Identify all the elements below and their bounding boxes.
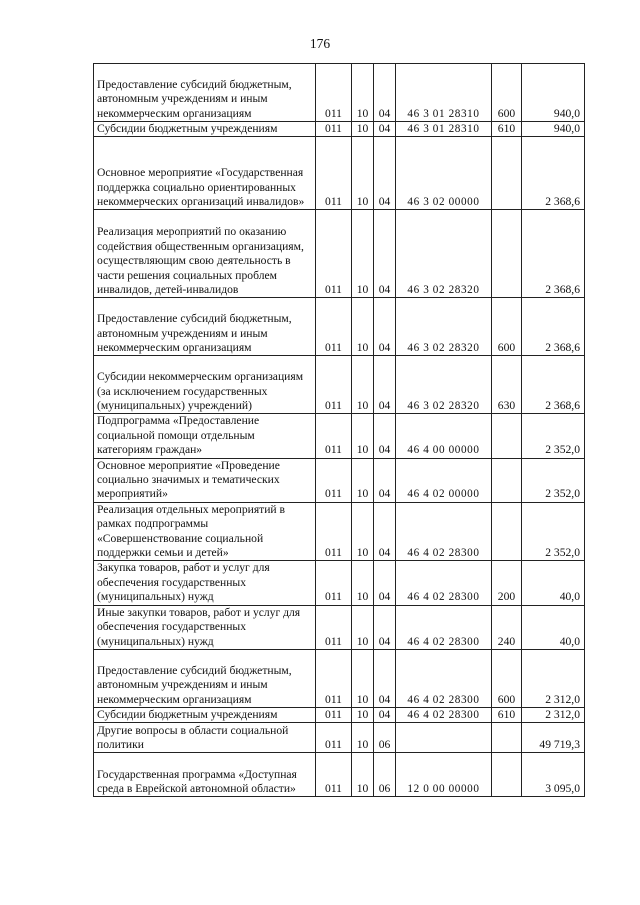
- expense-type-code: 600: [492, 649, 522, 707]
- amount: 2 368,6: [522, 137, 585, 210]
- target-article-code: 46 3 02 28320: [396, 298, 492, 356]
- subsection-code: 06: [374, 723, 396, 753]
- expense-type-code: [492, 502, 522, 561]
- section-code: 10: [352, 356, 374, 414]
- row-name: Субсидии некоммерческим организациям (за исключением государственных (муниципальных) учреждений): [94, 356, 316, 414]
- table-row: [94, 649, 585, 707]
- expense-type-code: 630: [492, 356, 522, 414]
- amount: 2 312,0: [522, 707, 585, 722]
- table-row: [94, 458, 585, 502]
- subsection-code: 04: [374, 356, 396, 414]
- section-code: 10: [352, 137, 374, 210]
- expense-type-code: 240: [492, 605, 522, 649]
- target-article-code: 46 4 02 28300: [396, 707, 492, 722]
- table-row: [94, 561, 585, 605]
- subsection-code: 04: [374, 122, 396, 137]
- expense-type-code: [492, 458, 522, 502]
- table-row: [94, 605, 585, 649]
- admin-code: 011: [316, 298, 352, 356]
- section-code: 10: [352, 605, 374, 649]
- table-row: [94, 707, 585, 722]
- section-code: 10: [352, 649, 374, 707]
- row-name: Предоставление субсидий бюджетным, автономным учреждениям и иным некоммерческим организациям: [94, 649, 316, 707]
- row-name: Государственная программа «Доступная среда в Еврейской автономной области»: [94, 753, 316, 797]
- row-name: Основное мероприятие «Проведение социально значимых и тематических мероприятий»: [94, 458, 316, 502]
- row-name: Основное мероприятие «Государственная поддержка социально ориентированных некоммерческих организаций инвалидов»: [94, 137, 316, 210]
- target-article-code: 46 3 02 28320: [396, 356, 492, 414]
- amount: 2 368,6: [522, 356, 585, 414]
- target-article-code: 46 4 00 00000: [396, 414, 492, 458]
- admin-code: 011: [316, 137, 352, 210]
- target-article-code: 46 3 02 00000: [396, 137, 492, 210]
- row-name: Предоставление субсидий бюджетным, автономным учреждениям и иным некоммерческим организациям: [94, 298, 316, 356]
- expense-type-code: [492, 414, 522, 458]
- table-row: [94, 210, 585, 298]
- amount: 49 719,3: [522, 723, 585, 753]
- row-name: Иные закупки товаров, работ и услуг для обеспечения государственных (муниципальных) нужд: [94, 605, 316, 649]
- section-code: 10: [352, 753, 374, 797]
- section-code: 10: [352, 561, 374, 605]
- section-code: 10: [352, 414, 374, 458]
- amount: 2 352,0: [522, 414, 585, 458]
- row-name: Предоставление субсидий бюджетным, автономным учреждениям и иным некоммерческим организациям: [94, 64, 316, 122]
- amount: 3 095,0: [522, 753, 585, 797]
- admin-code: 011: [316, 707, 352, 722]
- target-article-code: 46 3 01 28310: [396, 122, 492, 137]
- row-name: Реализация мероприятий по оказанию содействия общественным организациям, осуществляющим свою деятельность в части решения социальных проблем инвалидов, детей-инвалидов: [94, 210, 316, 298]
- target-article-code: 46 4 02 00000: [396, 458, 492, 502]
- table-row: [94, 356, 585, 414]
- subsection-code: 04: [374, 605, 396, 649]
- amount: 40,0: [522, 561, 585, 605]
- section-code: 10: [352, 210, 374, 298]
- table-row: [94, 137, 585, 210]
- amount: 2 312,0: [522, 649, 585, 707]
- table-row: [94, 414, 585, 458]
- expense-type-code: 200: [492, 561, 522, 605]
- expense-type-code: 610: [492, 122, 522, 137]
- section-code: 10: [352, 122, 374, 137]
- target-article-code: 12 0 00 00000: [396, 753, 492, 797]
- table-row: [94, 753, 585, 797]
- expense-type-code: [492, 137, 522, 210]
- amount: 2 352,0: [522, 502, 585, 561]
- section-code: 10: [352, 298, 374, 356]
- subsection-code: 04: [374, 137, 396, 210]
- amount: 2 368,6: [522, 298, 585, 356]
- row-name: Субсидии бюджетным учреждениям: [94, 707, 316, 722]
- subsection-code: 06: [374, 753, 396, 797]
- admin-code: 011: [316, 649, 352, 707]
- admin-code: 011: [316, 458, 352, 502]
- admin-code: 011: [316, 723, 352, 753]
- section-code: 10: [352, 502, 374, 561]
- expense-type-code: [492, 753, 522, 797]
- subsection-code: 04: [374, 502, 396, 561]
- subsection-code: 04: [374, 707, 396, 722]
- table-row: [94, 298, 585, 356]
- table-row: [94, 64, 585, 122]
- row-name: Закупка товаров, работ и услуг для обеспечения государственных (муниципальных) нужд: [94, 561, 316, 605]
- admin-code: 011: [316, 210, 352, 298]
- section-code: 10: [352, 64, 374, 122]
- section-code: 10: [352, 707, 374, 722]
- target-article-code: 46 4 02 28300: [396, 561, 492, 605]
- target-article-code: 46 4 02 28300: [396, 605, 492, 649]
- row-name: Субсидии бюджетным учреждениям: [94, 122, 316, 137]
- row-name: Другие вопросы в области социальной политики: [94, 723, 316, 753]
- amount: 2 352,0: [522, 458, 585, 502]
- admin-code: 011: [316, 414, 352, 458]
- subsection-code: 04: [374, 458, 396, 502]
- admin-code: 011: [316, 64, 352, 122]
- expense-type-code: [492, 723, 522, 753]
- section-code: 10: [352, 458, 374, 502]
- subsection-code: 04: [374, 64, 396, 122]
- section-code: 10: [352, 723, 374, 753]
- expense-type-code: [492, 210, 522, 298]
- amount: 40,0: [522, 605, 585, 649]
- table-row: [94, 122, 585, 137]
- expense-type-code: 600: [492, 298, 522, 356]
- page-number: 176: [309, 36, 331, 51]
- subsection-code: 04: [374, 414, 396, 458]
- row-name: Подпрограмма «Предоставление социальной помощи отдельным категориям граждан»: [94, 414, 316, 458]
- amount: 940,0: [522, 122, 585, 137]
- admin-code: 011: [316, 502, 352, 561]
- admin-code: 011: [316, 356, 352, 414]
- amount: 2 368,6: [522, 210, 585, 298]
- subsection-code: 04: [374, 298, 396, 356]
- admin-code: 011: [316, 753, 352, 797]
- budget-table: [93, 63, 585, 797]
- admin-code: 011: [316, 605, 352, 649]
- admin-code: 011: [316, 561, 352, 605]
- subsection-code: 04: [374, 649, 396, 707]
- table-row: [94, 502, 585, 561]
- target-article-code: 46 3 02 28320: [396, 210, 492, 298]
- expense-type-code: 600: [492, 64, 522, 122]
- expense-type-code: 610: [492, 707, 522, 722]
- target-article-code: [396, 723, 492, 753]
- admin-code: 011: [316, 122, 352, 137]
- target-article-code: 46 4 02 28300: [396, 502, 492, 561]
- subsection-code: 04: [374, 561, 396, 605]
- amount: 940,0: [522, 64, 585, 122]
- target-article-code: 46 4 02 28300: [396, 649, 492, 707]
- subsection-code: 04: [374, 210, 396, 298]
- table-row: [94, 723, 585, 753]
- row-name: Реализация отдельных мероприятий в рамках подпрограммы «Совершенствование социальной поддержки семьи и детей»: [94, 502, 316, 561]
- target-article-code: 46 3 01 28310: [396, 64, 492, 122]
